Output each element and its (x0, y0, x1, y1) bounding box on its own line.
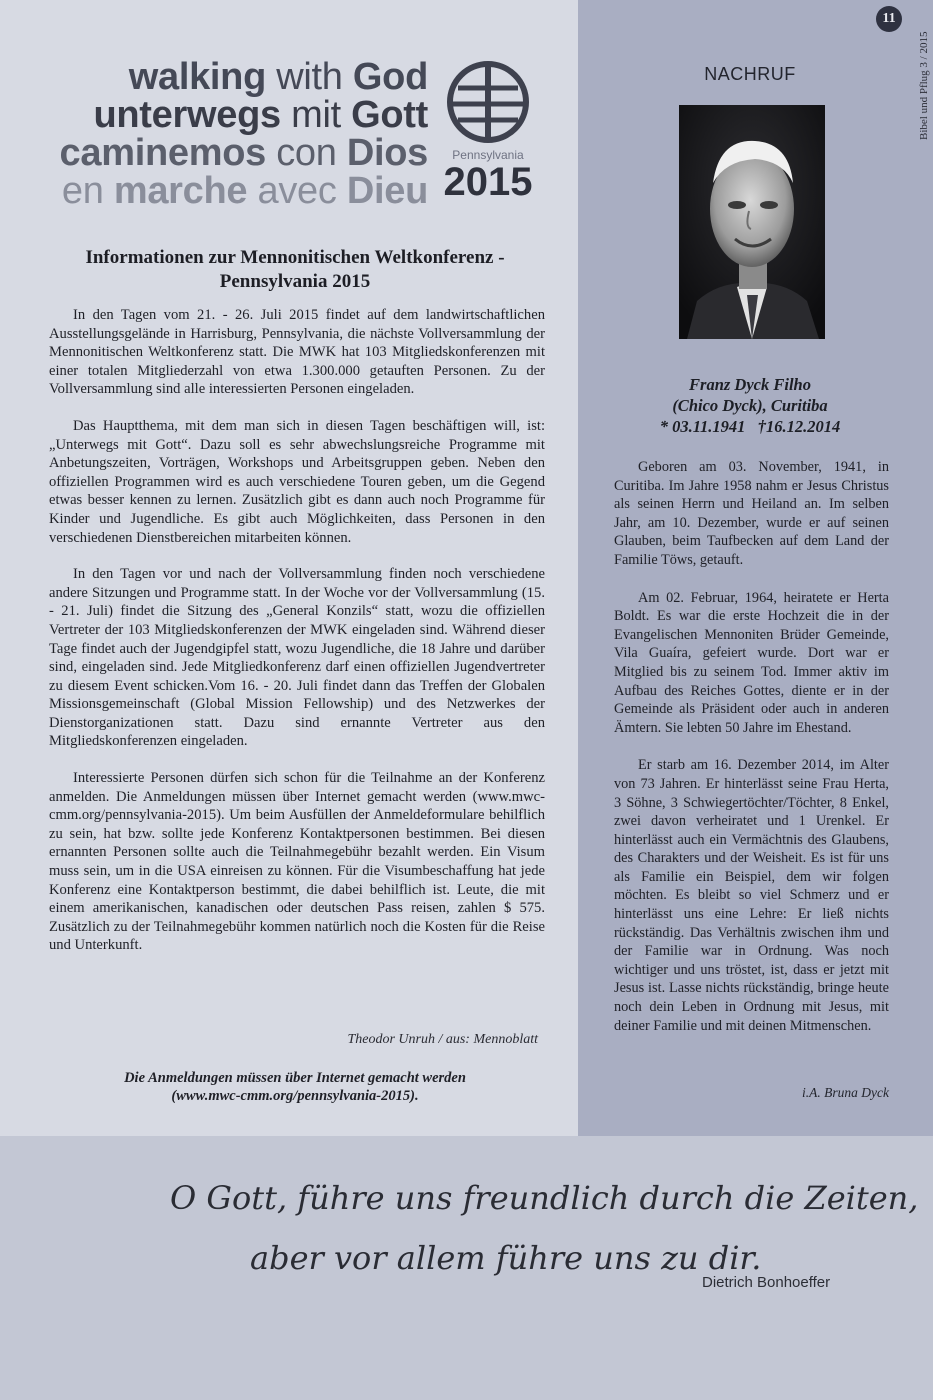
article-author: Theodor Unruh / aus: Mennoblatt (347, 1032, 538, 1047)
logo-year: 2015 (443, 160, 533, 204)
banner-line-french: en marche avec Dieu (61, 170, 428, 212)
article-paragraph: Interessierte Personen dürfen sich schon für die Teilnahme an der Konferenz anmelden. Die Anmeldungen müssen über Internet gemacht werden (www.mwc-cmm.org/pennsylvania-2015). Um beim Ausfüllen der Anmeldeformulare behilflich zu sein, hat bzw. sollte jede Konferenz Kontaktpersonen bestimmen. Bei diesen ernannten Personen sollte auch die Teilnahmegebühr bezahlt werden. Ein Visum muss sein, um in die USA einreisen zu können. Für die Visumbeschaffung hat jede Konferenz eine Kontaktperson bestimmt, die dabei behilflich ist. Leute, die mit einem amerikanischen, kanadischen oder deutschen Pass reisen, zahlen $ 575. Zusätzlich zu der Teilnahmegebühr kommen natürlich noch die Kosten für die Reise und Unterkunft. (49, 770, 545, 954)
logo-state: Pennsylvania (452, 148, 524, 162)
article-paragraph: In den Tagen vor und nach der Vollversammlung finden noch verschiedene andere Sitzungen und Programme statt. In der Woche vor der Vollversammlung (15. - 21. Juli) findet die Sitzung des „General Konzils“ statt, wozu die offiziellen Vertreter der 103 Mitgliedskonferenzen der MWK eingeladen sind. Während dieser Tage findet auch der Jugendgipfel statt, wozu Jugendliche, die 18 Jahre und darüber sind, eingeladen sind. Jede Mitgliedkonferenz darf einen offiziellen Jugendvertreter zu diesem Event schicken.Vom 16. - 20. Juli findet dann das Treffen der Globalen Missionsgemeinschaft (Global Mission Fellowship) und des Netzwerkes der Dienstorganizationen statt. Dazu sind ernannte Vertreter aus den Mitgliedskonferenzen eingeladen. (49, 566, 545, 750)
quote-author: Dietrich Bonhoeffer (702, 1274, 831, 1291)
article-paragraph: Das Hauptthema, mit dem man sich in diesen Tagen beschäftigen will, ist: „Unterwegs mit Gott“. Dazu soll es sehr abwechslungsreiche Programme mit Anbetungszeiten, Vorträgen, Workshops und Arbeitsgruppen geben. Neben den offiziellen Programmen wird es auch verschiedene Touren geben, um die Gegend etwas besser kennen zu lernen. Zusätzlich gibt es dann auch noch Programme für Kinder und Jugendliche. Es gibt auch Möglichkeiten, dass Personen in den verschiedenen Dienstbereichen mitarbeiten können. (49, 417, 545, 546)
quote-line-2: aber vor allem führe uns zu dir. (250, 1239, 762, 1277)
life-dates: * 03.11.1941 †16.12.2014 (659, 417, 841, 436)
article-paragraph: In den Tagen vom 21. - 26. Juli 2015 findet auf dem landwirtschaftlichen Ausstellungsgelände in Harrisburg, Pennsylvania, die nächste Vollversammlung der Mennonitischen Weltkonferenz statt. Die MWK hat 103 Mitgliedskonferenzen mit einer totalen Mitgliederzahl von etwa 1.300.000 getauften Personen. Zu der Vollversammlung sind alle interessierten Personen eingeladen. (49, 307, 545, 398)
globe-cross-icon (444, 58, 532, 146)
banner-line-english: walking with God (128, 56, 428, 98)
article-title: Informationen zur Mennonitischen Weltkonferenz - Pennsylvania 2015 (85, 247, 505, 292)
page-number-badge: 11 (876, 6, 902, 32)
banner-line-german: unterwegs mit Gott (93, 94, 428, 136)
obituary-heading: NACHRUF (704, 64, 796, 84)
obituary-body (614, 458, 889, 1035)
obituary-paragraph: Er starb am 16. Dezember 2014, im Alter von 73 Jahren. Er hinterlässt seine Frau Herta, 3 Söhne, 3 Schwiegertöchter/Töchter, 8 Enkel, zwei davon verheiratet und 1 Urenkel. Er hinterlässt auch ein Vermächtnis des Glaubens, des Charakters und der Weisheit. Es ist für uns als Familie ein Beispiel, dem wir folgen möchten. Es bleibt so viel Schmerz und er hinterlässt uns eine Lehre: Er ließ nichts rückständig. Das Verhältnis zwischen ihm und der Familie war in Ordnung. Was noch wichtiger und uns tröstet, ist, dass er jetzt mit Jesus ist. Lasse nichts rückständig, bringe heute noch dein Leben in Ordnung mit Jesus, mit deiner Familie und mit deinen Mitmenschen. (614, 757, 889, 1034)
conference-banner (40, 52, 550, 212)
deceased-name: Franz Dyck Filho (Chico Dyck), Curitiba * 03.11.1941 †16.12.2014 (590, 374, 910, 437)
portrait-photo (679, 105, 825, 339)
obituary-signature: i.A. Bruna Dyck (802, 1085, 889, 1100)
article-body (49, 306, 545, 955)
magazine-issue-label: Bibel und Pflug 3 / 2015 (918, 31, 930, 140)
registration-note: Die Anmeldungen müssen über Internet gemacht werden (www.mwc-cmm.org/pennsylvania-2015). (124, 1070, 466, 1104)
quote-line-1: O Gott, führe uns freundlich durch die Zeiten, (170, 1179, 919, 1217)
obituary-paragraph: Am 02. Februar, 1964, heiratete er Herta Boldt. Es war die erste Hochzeit die in der Evangelischen Mennoniten Brüder Gemeinde, Vila Guaíra, gefeiert wurde. Dort war er Mitglied bis zu seinem Tod. Immer aktiv im Aufbau des Reiches Gottes, diente er in der Gemeinde als Präsident oder auch in anderen Ämtern. Sie lebten 50 Jahre im Ehestand. (614, 589, 889, 736)
banner-slogan (60, 58, 428, 210)
obituary-paragraph: Geboren am 03. November, 1941, in Curitiba. Im Jahre 1958 nahm er Jesus Christus als seinen Herrn und Heiland an. Im selben Jahr, am 10. Dezember, wurde er auf seinen Glauben, beim Taufbecken auf dem Land der Familie Töws, getauft. (614, 459, 889, 568)
mwc-logo (434, 58, 542, 208)
portrait-image (679, 105, 825, 339)
banner-line-spanish: caminemos con Dios (59, 132, 428, 174)
